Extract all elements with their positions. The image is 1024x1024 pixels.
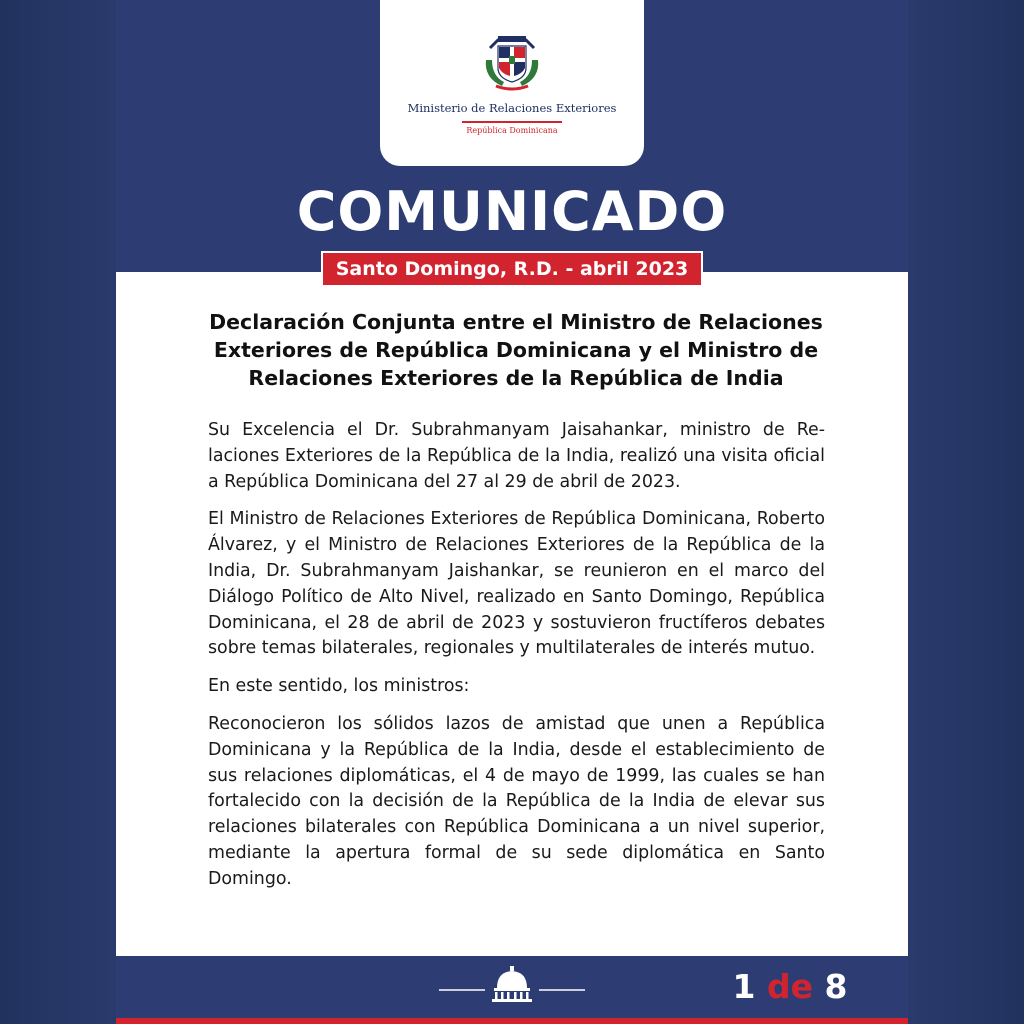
ministry-name: Ministerio de Relaciones Exteriores [407, 101, 617, 115]
footer-red-stripe [116, 1018, 908, 1024]
paragraph: El Ministro de Relaciones Exteriores de República Dominicana, Roberto Álvarez, y el Ministro de Relaciones Exteriores de la República de la India, Dr. Subrahmanyam Jaishankar, se reunieron en el marco del Diálogo Político de Alto Nivel, realizado en Santo Domingo, República Dominicana, el 28 de abril de 2023 y sostuvieron fructíferos debates sobre temas bilaterales, regionales y multilaterales de interés mutuo. [208, 509, 825, 659]
dome-icon [437, 964, 587, 1004]
paragraph: Su Excelencia el Dr. Subrahmanyam Jaisahankar, ministro de Re-laciones Exteriores de la República de la India, realizó una visita oficial a República Dominicana del 27 al 29 de abril de 2023. [208, 420, 825, 492]
paragraph: Reconocieron los sólidos lazos de amistad que unen a República Dominicana y la República de la India, desde el establecimiento de sus relaciones diplomáticas, el 4 de mayo de 1999, las cuales se han fortalecido con la decisión de la República de la India de elevar sus relaciones bilaterales con República Dominicana a un nivel superior, mediante la apertura formal de su sede diplomática en Santo Domingo. [208, 713, 825, 889]
coat-of-arms-icon [480, 30, 544, 92]
ministry-country: República Dominicana [466, 126, 558, 135]
page-separator: de [766, 967, 813, 1006]
ministry-logo-card [380, 0, 644, 166]
page-current: 1 [732, 967, 756, 1006]
body-text [208, 418, 825, 905]
page-total: 8 [824, 967, 848, 1006]
page-title: COMUNICADO [296, 180, 728, 243]
right-border [908, 0, 1024, 1024]
ministry-divider [462, 121, 562, 123]
left-border [0, 0, 116, 1024]
page-counter [730, 967, 850, 1006]
headline: Declaración Conjunta entre el Ministro de Relaciones Exteriores de República Dominicana y el Ministro de Relaciones Exteriores de la República de India [209, 310, 823, 390]
date-badge: Santo Domingo, R.D. - abril 2023 [321, 251, 703, 287]
paragraph: En este sentido, los ministros: [208, 676, 470, 697]
